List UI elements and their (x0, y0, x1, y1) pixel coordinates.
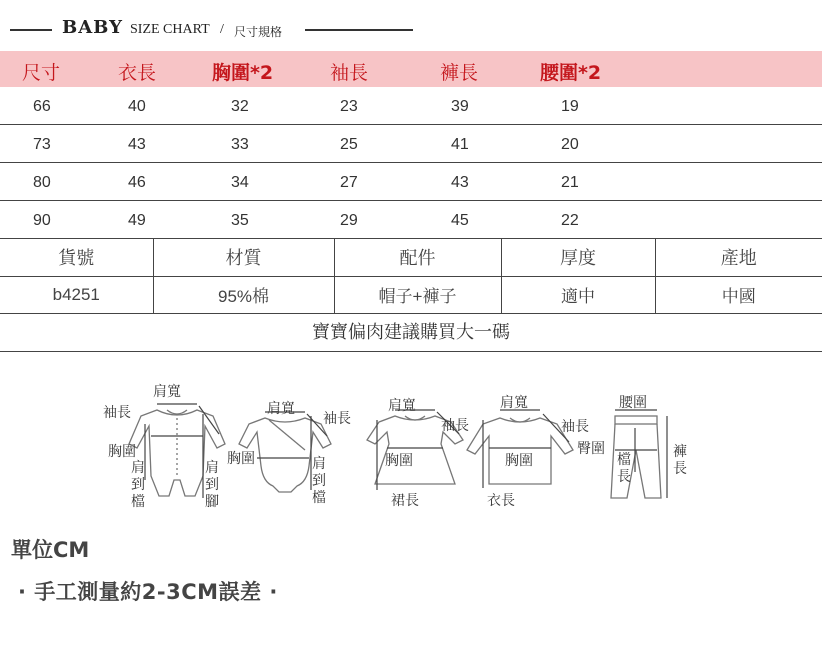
cell-sleeve: 25 (340, 136, 358, 153)
chart-title (10, 16, 430, 44)
cell-pants-length: 43 (451, 174, 469, 191)
dress-sleeve-label: 袖長 (441, 418, 469, 434)
table-row (0, 87, 822, 125)
info-value-thickness: 適中 (501, 276, 655, 313)
pants-hip-label: 臀圍 (577, 441, 605, 457)
info-header-accessory: 配件 (334, 239, 501, 276)
title-slash: / (220, 22, 224, 37)
cell-chest: 32 (231, 98, 249, 115)
cell-sleeve: 27 (340, 174, 358, 191)
table-row (0, 163, 822, 201)
dress-length-label: 裙長 (391, 493, 419, 509)
info-value-material: 95%棉 (153, 276, 334, 313)
product-info-table (0, 239, 822, 314)
size-chart-cn-label: 尺寸規格 (234, 25, 283, 39)
cell-pants-length: 45 (451, 212, 469, 229)
info-value-origin: 中國 (655, 276, 822, 313)
cell-length: 49 (128, 212, 146, 229)
info-value-row (0, 276, 822, 313)
cell-length: 43 (128, 136, 146, 153)
top-shoulder-label: 肩寬 (500, 395, 528, 411)
cell-size: 90 (33, 212, 51, 229)
header-chest: 胸圍*2 (212, 62, 274, 84)
pants-length-label: 褲長 (673, 444, 687, 477)
title-line-left (10, 29, 52, 31)
top-length-label: 衣長 (487, 493, 515, 509)
brand-title: BABY (62, 17, 123, 38)
dress-chest-label: 胸圍 (385, 453, 413, 469)
cell-sleeve: 29 (340, 212, 358, 229)
cell-waist: 19 (561, 98, 579, 115)
measurement-diagram (95, 380, 705, 520)
cell-chest: 33 (231, 136, 249, 153)
header-waist: 腰圍*2 (540, 62, 602, 84)
size-chart-label: SIZE CHART (130, 22, 210, 37)
cell-waist: 21 (561, 174, 579, 191)
bodysuit-chest-label: 胸圍 (227, 451, 255, 467)
pants-rise-label: 檔長 (617, 452, 631, 485)
top-chest-label: 胸圍 (505, 453, 533, 469)
header-length: 衣長 (118, 62, 157, 84)
romper-sleeve-label: 袖長 (103, 405, 131, 421)
info-header-material: 材質 (153, 239, 334, 276)
cell-sleeve: 23 (340, 98, 358, 115)
table-row (0, 201, 822, 239)
cell-pants-length: 39 (451, 98, 469, 115)
cell-pants-length: 41 (451, 136, 469, 153)
unit-label: 單位CM (11, 538, 90, 562)
size-table-header (0, 51, 822, 87)
cell-size: 73 (33, 136, 51, 153)
title-line-right (305, 29, 413, 31)
romper-shoulder-foot-label: 肩到腳 (205, 460, 219, 510)
romper-shoulder-label: 肩寬 (153, 384, 181, 400)
header-pants-length: 褲長 (440, 62, 479, 84)
cell-length: 40 (128, 98, 146, 115)
info-header-thickness: 厚度 (501, 239, 655, 276)
cell-size: 80 (33, 174, 51, 191)
bodysuit-sleeve-label: 袖長 (323, 411, 351, 427)
cell-chest: 35 (231, 212, 249, 229)
info-header-sku: 貨號 (0, 239, 153, 276)
table-row (0, 125, 822, 163)
bodysuit-shoulder-label: 肩寬 (267, 401, 295, 417)
info-value-accessory: 帽子+褲子 (334, 276, 501, 313)
info-header-origin: 產地 (655, 239, 822, 276)
info-header-row (0, 239, 822, 276)
pants-waist-label: 腰圍 (619, 395, 647, 411)
dress-shoulder-label: 肩寬 (388, 398, 416, 414)
measurement-error-note: · 手工測量約2-3CM誤差 · (18, 580, 278, 604)
cell-chest: 34 (231, 174, 249, 191)
bodysuit-shoulder-crotch-label: 肩到檔 (312, 456, 326, 506)
size-advice-note: 寶寶偏肉建議購買大一碼 (0, 315, 822, 352)
top-sleeve-label: 袖長 (561, 419, 589, 435)
romper-shoulder-crotch-label: 肩到檔 (131, 460, 145, 510)
info-value-sku: b4251 (0, 276, 153, 313)
cell-size: 66 (33, 98, 51, 115)
cell-waist: 22 (561, 212, 579, 229)
romper-chest-label: 胸圍 (108, 444, 136, 460)
cell-length: 46 (128, 174, 146, 191)
header-size: 尺寸 (22, 62, 61, 84)
header-sleeve: 袖長 (330, 62, 369, 84)
cell-waist: 20 (561, 136, 579, 153)
